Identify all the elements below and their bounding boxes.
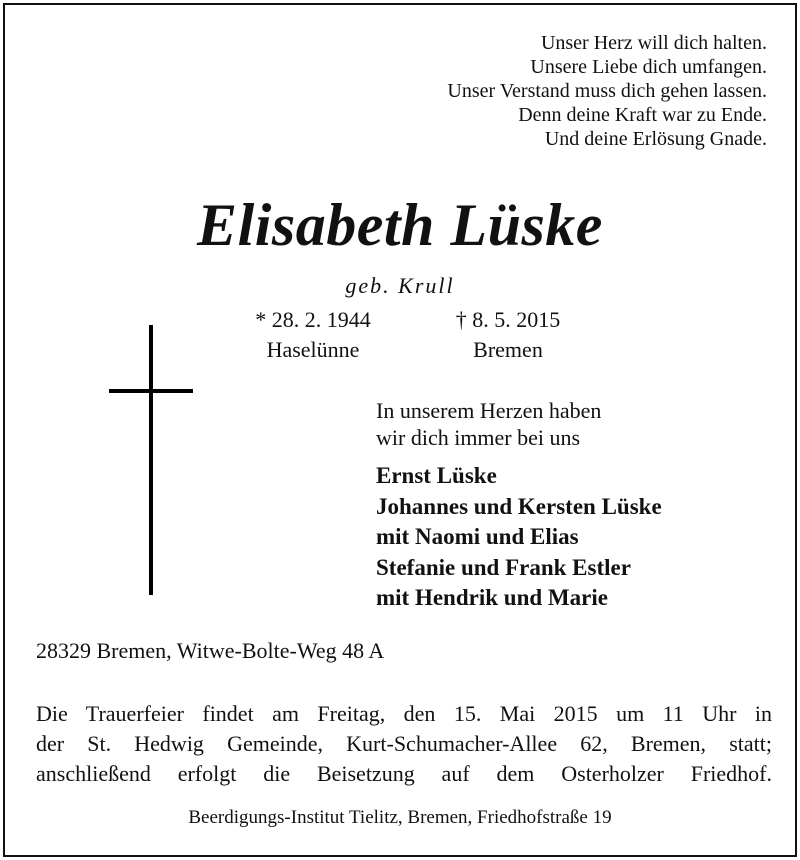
deceased-name: Elisabeth Lüske (197, 192, 603, 258)
poem-line: Unser Verstand muss dich gehen lassen. (447, 80, 767, 102)
family-member: Stefanie und Frank Estler (376, 554, 631, 580)
birth-place: Haselünne (266, 337, 360, 362)
family-member: mit Naomi und Elias (376, 524, 579, 549)
death-date: † 8. 5. 2015 (455, 307, 561, 332)
dedication (376, 397, 601, 451)
family-member: Johannes und Kersten Lüske (376, 493, 662, 519)
service-info (36, 699, 772, 789)
family-list (376, 461, 662, 614)
undertaker: Beerdigungs-Institut Tielitz, Bremen, Friedhofstraße 19 (188, 807, 612, 828)
poem-line: Und deine Erlösung Gnade. (544, 128, 767, 150)
dedication-line: In unserem Herzen haben (376, 398, 602, 423)
address: 28329 Bremen, Witwe-Bolte-Weg 48 A (36, 638, 385, 663)
death-info (423, 305, 593, 365)
poem-line: Unsere Liebe dich umfangen. (530, 56, 767, 78)
maiden-name: geb. Krull (345, 273, 455, 298)
dedication-line: wir dich immer bei uns (376, 425, 581, 450)
service-line: der St. Hedwig Gemeinde, Kurt-Schumacher-Allee 62, Bremen, statt; (36, 731, 772, 756)
cross-icon (109, 325, 193, 595)
birth-date: * 28. 2. 1944 (255, 307, 371, 332)
poem-line: Denn deine Kraft war zu Ende. (518, 104, 767, 126)
family-member: Ernst Lüske (376, 463, 497, 488)
birth-info (233, 305, 393, 365)
cross-horizontal-bar (109, 389, 193, 393)
service-line: Die Trauerfeier findet am Freitag, den 15. Mai 2015 um 11 Uhr in (36, 701, 772, 726)
poem (447, 31, 767, 151)
cross-vertical-bar (149, 325, 153, 595)
poem-line: Unser Herz will dich halten. (540, 32, 767, 54)
obituary-notice (3, 3, 797, 857)
death-place: Bremen (473, 337, 543, 362)
service-line: anschließend erfolgt die Beisetzung auf dem Osterholzer Friedhof. (36, 761, 772, 786)
family-member: mit Hendrik und Marie (376, 585, 608, 610)
